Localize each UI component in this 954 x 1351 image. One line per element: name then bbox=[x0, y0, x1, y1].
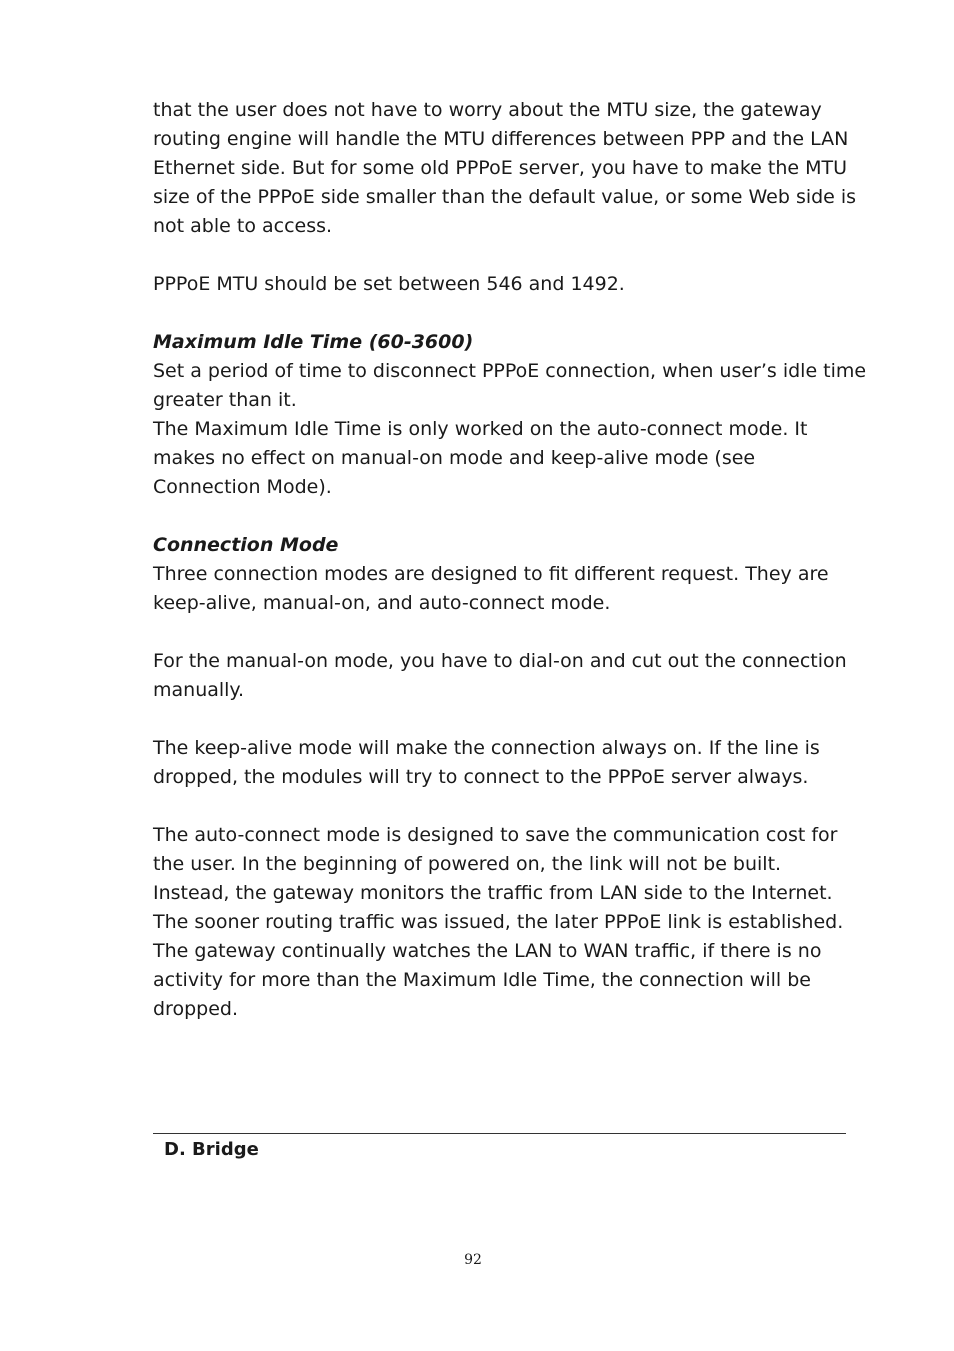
paragraph-idle-description bbox=[153, 357, 873, 415]
paragraph-manual-on bbox=[153, 647, 873, 705]
spacer bbox=[153, 502, 873, 531]
text-line: size of the PPPoE side smaller than the default value, or some Web side is bbox=[153, 186, 857, 208]
text-line: Connection Mode). bbox=[153, 476, 332, 498]
text-line: Three connection modes are designed to fit different request. They are bbox=[153, 563, 829, 585]
text-line: not able to access. bbox=[153, 215, 333, 237]
heading-connection-mode: Connection Mode bbox=[153, 534, 339, 556]
text-line: The gateway continually watches the LAN to WAN traffic, if there is no bbox=[153, 940, 822, 962]
text-line: Instead, the gateway monitors the traffic from LAN side to the Internet. bbox=[153, 882, 833, 904]
text-line: routing engine will handle the MTU differences between PPP and the LAN bbox=[153, 128, 849, 150]
text-line: For the manual-on mode, you have to dial-on and cut out the connection bbox=[153, 650, 847, 672]
text-line: dropped. bbox=[153, 998, 238, 1020]
text-line: greater than it. bbox=[153, 389, 297, 411]
section-title: D. Bridge bbox=[164, 1139, 259, 1160]
spacer bbox=[153, 299, 873, 328]
text-line: makes no effect on manual-on mode and keep-alive mode (see bbox=[153, 447, 756, 469]
horizontal-divider bbox=[153, 1133, 846, 1134]
page-number: 92 bbox=[464, 1252, 482, 1268]
text-line: that the user does not have to worry about the MTU size, the gateway bbox=[153, 99, 822, 121]
text-line: Set a period of time to disconnect PPPoE connection, when user’s idle time bbox=[153, 360, 867, 382]
spacer bbox=[153, 618, 873, 647]
text-line: the user. In the beginning of powered on, the link will not be built. bbox=[153, 853, 782, 875]
paragraph-keep-alive bbox=[153, 734, 873, 792]
paragraph-mtu-range: PPPoE MTU should be set between 546 and 1492. bbox=[153, 273, 625, 295]
text-line: activity for more than the Maximum Idle Time, the connection will be bbox=[153, 969, 811, 991]
text-line: keep-alive, manual-on, and auto-connect mode. bbox=[153, 592, 611, 614]
paragraph-mtu-handling bbox=[153, 96, 873, 241]
spacer bbox=[153, 792, 873, 821]
document-body bbox=[153, 96, 873, 1024]
text-line: The auto-connect mode is designed to save the communication cost for bbox=[153, 824, 838, 846]
spacer bbox=[153, 705, 873, 734]
text-line: dropped, the modules will try to connect to the PPPoE server always. bbox=[153, 766, 809, 788]
paragraph-idle-mode-note bbox=[153, 415, 873, 502]
spacer bbox=[153, 241, 873, 270]
text-line: The Maximum Idle Time is only worked on the auto-connect mode. It bbox=[153, 418, 808, 440]
heading-maximum-idle-time: Maximum Idle Time (60-3600) bbox=[153, 331, 474, 353]
text-line: Ethernet side. But for some old PPPoE server, you have to make the MTU bbox=[153, 157, 848, 179]
text-line: The keep-alive mode will make the connection always on. If the line is bbox=[153, 737, 820, 759]
text-line: The sooner routing traffic was issued, the later PPPoE link is established. bbox=[153, 911, 844, 933]
paragraph-auto-connect bbox=[153, 821, 873, 1024]
text-line: manually. bbox=[153, 679, 245, 701]
paragraph-connection-modes bbox=[153, 560, 873, 618]
